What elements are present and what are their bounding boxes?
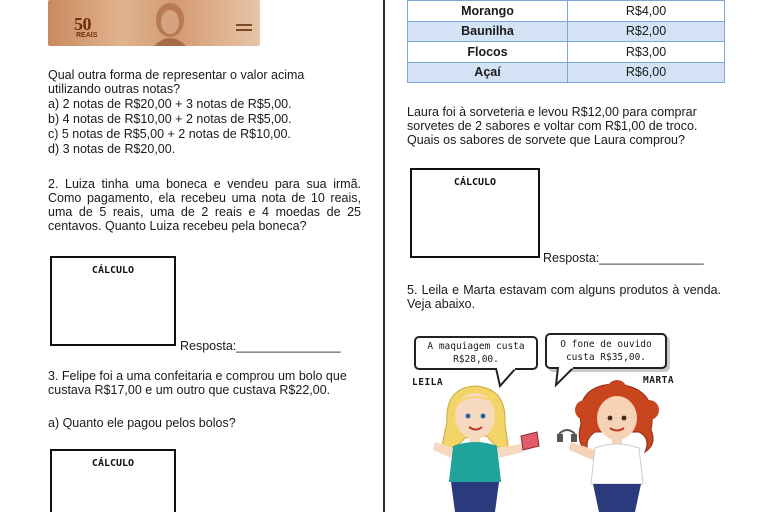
- q1-option-a: a) 2 notas de R$20,00 + 3 notas de R$5,00.: [48, 97, 292, 111]
- price-cell: R$2,00: [568, 21, 725, 42]
- leila-name-label: LEILA: [412, 377, 444, 388]
- marta-name-label: MARTA: [643, 375, 675, 386]
- price-cell: R$3,00: [568, 42, 725, 63]
- flavor-cell: Flocos: [408, 42, 568, 63]
- q3-calc-box[interactable]: [50, 449, 176, 512]
- table-row: [408, 62, 725, 83]
- q2-answer-line[interactable]: Resposta:_______________: [180, 339, 341, 353]
- marta-bubble-line-2: custa R$35,00.: [565, 352, 647, 363]
- banknote-currency: REAIS: [76, 32, 98, 39]
- column-divider: [383, 0, 385, 512]
- banknote-mark: [236, 24, 252, 26]
- price-cell: R$4,00: [568, 1, 725, 22]
- table-row: [408, 1, 725, 22]
- table-row: [408, 21, 725, 42]
- leila-bubble-line-2: R$28,00.: [453, 354, 499, 365]
- q2-calc-box[interactable]: [50, 256, 176, 346]
- leila-bubble-line-1: A maquiagem custa: [427, 341, 525, 352]
- leila-speech-bubble: [414, 336, 538, 370]
- q1-prompt: Qual outra forma de representar o valor acima utilizando outras notas?: [48, 68, 305, 96]
- q1-option-c: c) 5 notas de R$5,00 + 2 notas de R$10,00.: [48, 127, 291, 141]
- q4-calc-label: CÁLCULO: [453, 177, 497, 188]
- table-row: [408, 42, 725, 63]
- flavor-cell: Morango: [408, 1, 568, 22]
- ice-cream-price-table: [407, 0, 725, 83]
- banknote-50-reais: [48, 0, 260, 46]
- q2-calc-label: CÁLCULO: [91, 265, 135, 276]
- banknote-denomination: 50: [74, 14, 91, 34]
- q2-text: 2. Luiza tinha uma boneca e vendeu para sua irmã. Como pagamento, ela recebeu uma nota de 10 reais, uma de 5 reais, uma de 2 reais e 4 moedas de 25 centavos. Quanto Luiza recebeu pela boneca?: [48, 177, 361, 233]
- q5-text: 5. Leila e Marta estavam com alguns produtos à venda. Veja abaixo.: [407, 283, 721, 311]
- q3-text: 3. Felipe foi a uma confeitaria e comprou um bolo que custava R$17,00 e um outro que custava R$22,00.: [48, 369, 347, 397]
- q1-option-b: b) 4 notas de R$10,00 + 2 notas de R$5,00.: [48, 112, 292, 126]
- marta-bubble-line-1: O fone de ouvido: [560, 339, 652, 350]
- q4-answer-line[interactable]: Resposta:_______________: [543, 251, 704, 265]
- q4-calc-box[interactable]: [410, 168, 540, 258]
- marta-illustration: [555, 380, 675, 512]
- effigy-icon: [140, 0, 200, 46]
- q1-option-d: d) 3 notas de R$20,00.: [48, 142, 176, 156]
- leila-illustration: [425, 382, 555, 512]
- q3-calc-label: CÁLCULO: [91, 458, 135, 469]
- q3-sub-a: a) Quanto ele pagou pelos bolos?: [48, 416, 236, 430]
- price-cell: R$6,00: [568, 62, 725, 83]
- flavor-cell: Baunilha: [408, 21, 568, 42]
- marta-speech-bubble: [545, 333, 667, 369]
- flavor-cell: Açaí: [408, 62, 568, 83]
- q4-text: Laura foi à sorveteria e levou R$12,00 para comprar sorvetes de 2 sabores e voltar com R$1,00 de troco. Quais os sabores de sorvete que Laura comprou?: [407, 105, 698, 147]
